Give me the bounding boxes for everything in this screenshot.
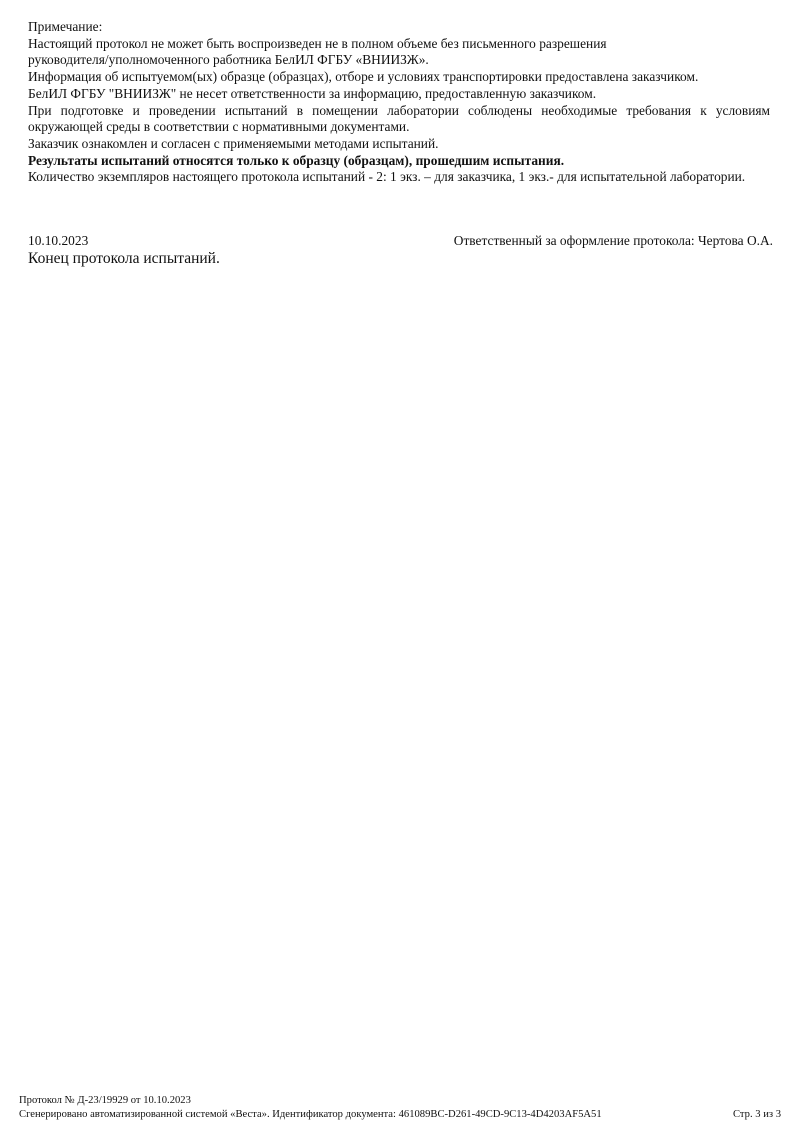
note-conditions: При подготовке и проведении испытаний в помещении лаборатории соблюдены необходимые требования к условиям окружающей среды в соответствии с нормативными документами. bbox=[28, 102, 770, 135]
note-responsibility: БелИЛ ФГБУ "ВНИИЗЖ" не несет ответственности за информацию, предоставленную заказчиком. bbox=[28, 85, 597, 101]
footer-page-number: Стр. 3 из 3 bbox=[732, 1108, 781, 1120]
responsible-person: Ответственный за оформление протокола: Чертова О.А. bbox=[453, 233, 773, 248]
page-footer bbox=[19, 1094, 781, 1122]
note-copies: Количество экземпляров настоящего протокола испытаний - 2: 1 экз. – для заказчика, 1 экз.- для испытательной лаборатории. bbox=[28, 169, 746, 185]
signature-date: 10.10.2023 bbox=[28, 233, 89, 248]
note-sample-info: Информация об испытуемом(ых) образце (образцах), отборе и условиях транспортировки предоставлена заказчиком. bbox=[28, 69, 699, 85]
notes-section bbox=[28, 19, 770, 186]
footer-protocol-number: Протокол № Д-23/19929 от 10.10.2023 bbox=[19, 1095, 191, 1106]
footer-document-id: Сгенерировано автоматизированной системой «Веста». Идентификатор документа: 461089BC-D261-49CD-9C13-4D4203AF5A51 bbox=[19, 1108, 602, 1120]
note-results-scope: Результаты испытаний относятся только к образцу (образцам), прошедшим испытания. bbox=[28, 152, 565, 168]
end-of-protocol: Конец протокола испытаний. bbox=[28, 250, 220, 267]
notes-heading: Примечание: bbox=[28, 19, 103, 34]
note-methods: Заказчик ознакомлен и согласен с применяемыми методами испытаний. bbox=[28, 135, 439, 151]
note-reproduction-2: руководителя/уполномоченного работника БелИЛ ФГБУ «ВНИИЗЖ». bbox=[28, 52, 429, 68]
note-reproduction-1: Настоящий протокол не может быть воспроизведен не в полном объеме без письменного разрешения bbox=[28, 35, 607, 51]
